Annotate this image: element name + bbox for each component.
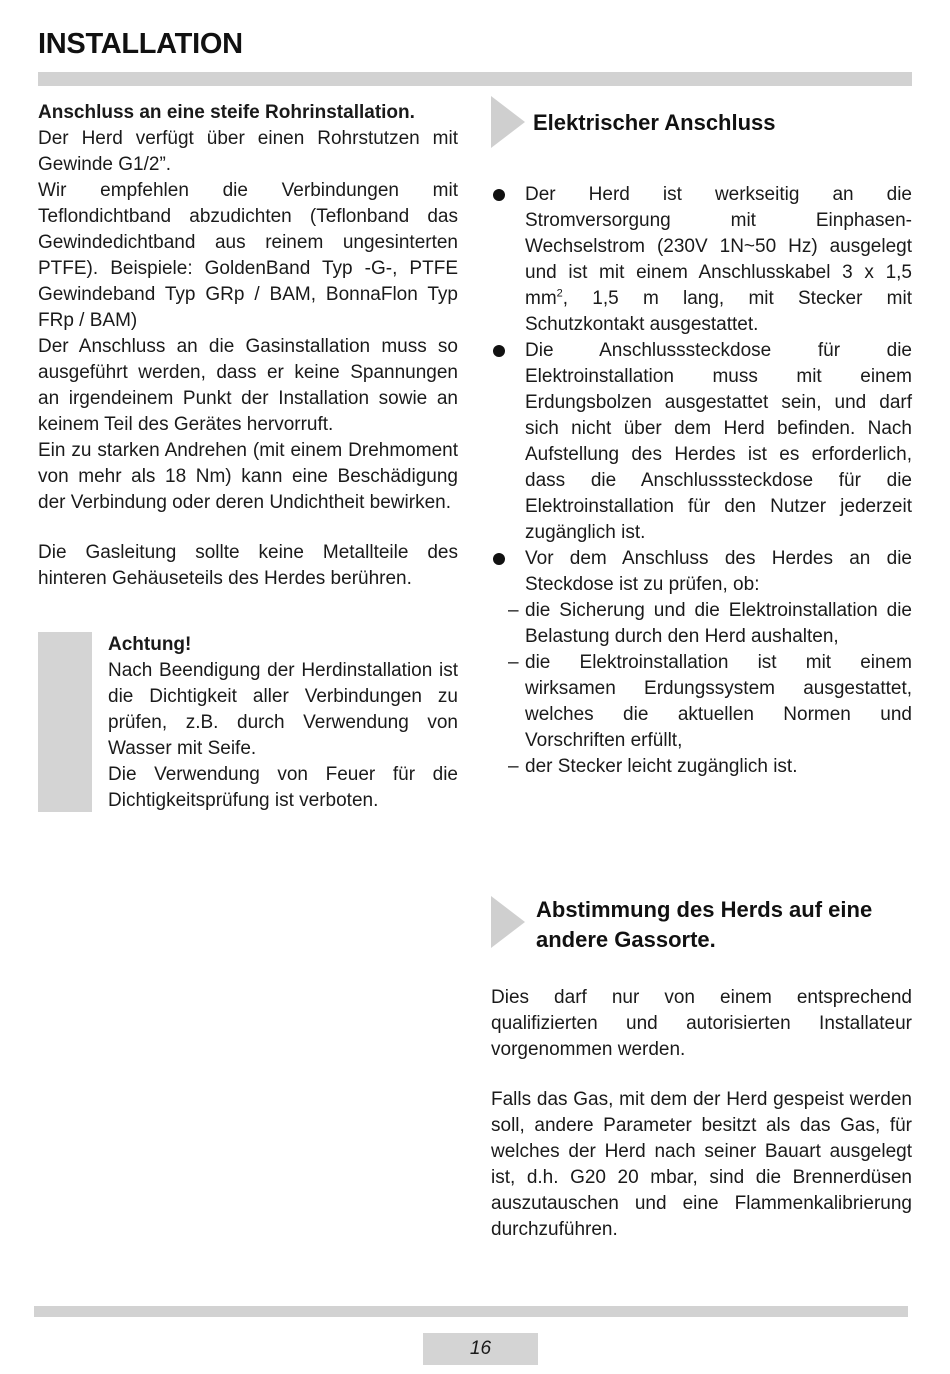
electric-list: [491, 182, 912, 780]
bullet-text: Der Herd ist werkseitig an die Stromversorgung mit Einphasen-Wechselstrom (230V 1N~50 Hz) ausgelegt und ist mit einem Anschlusskabel 3 x 1,5 $mm^2$, 1,5 m lang, mit Stecker mit Schutzkontakt ausgestattet.: [525, 184, 912, 335]
header-rule: [38, 72, 912, 86]
dash-text: der Stecker leicht zugänglich ist.: [525, 756, 798, 777]
page-number-box: [423, 1333, 538, 1365]
torque-paragraph: Ein zu starken Andrehen (mit einem Drehmoment von mehr als 18 Nm) kann eine Beschädigung der Verbindung oder deren Undichtheit bewirken.: [38, 440, 458, 513]
bullet-text: Vor dem Anschluss des Herdes an die Steckdose ist zu prüfen, ob:: [525, 548, 912, 595]
thread-paragraph: Der Herd verfügt über einen Rohrstutzen mit Gewinde G1/2”.: [38, 128, 458, 175]
warning-box: [38, 632, 458, 814]
warning-title: Achtung!: [108, 634, 192, 655]
dash-text: die Sicherung und die Elektroinstallation die Belastung durch den Herd aushalten,: [525, 600, 912, 647]
dash-icon: –: [508, 652, 519, 673]
electric-title: Elektrischer Anschluss: [533, 110, 776, 135]
footer-rule: [34, 1306, 908, 1317]
left-column: [38, 100, 458, 814]
electric-heading: [491, 96, 912, 148]
gas-title: Abstimmung des Herds auf eine andere Gassorte.: [536, 897, 873, 952]
nozzle-paragraph: Falls das Gas, mit dem der Herd gespeist werden soll, andere Parameter besitzt als das Gas, für welches der Herd nach seiner Bauart ausgelegt ist, d.h. G20 20 mbar, sind die Brennerdüsen auszutauschen und eine Flammenkalibrierung durchzuführen.: [491, 1089, 912, 1240]
triangle-marker-icon: [491, 96, 525, 148]
stress-paragraph: Der Anschluss an die Gasinstallation muss so ausgeführt werden, dass er keine Spannungen an irgendeinem Punkt der Installation sowie an keinem Teil des Gerätes hervorruft.: [38, 336, 458, 435]
dash-icon: –: [508, 600, 519, 621]
bullet-icon: [493, 189, 505, 201]
installer-paragraph: Dies darf nur von einem entsprechend qualifizierten und autorisierten Installateur vorgenommen werden.: [491, 987, 912, 1060]
page-number: 16: [469, 1338, 492, 1359]
list-item: [491, 182, 912, 338]
electric-section: [491, 96, 912, 780]
warning-bar: [38, 632, 92, 812]
gas-pipe-paragraph: Die Gasleitung sollte keine Metallteile des hinteren Gehäuseteils des Herdes berühren.: [38, 542, 458, 589]
list-item: [491, 338, 912, 546]
triangle-marker-icon: [491, 896, 525, 948]
dash-item: [491, 754, 912, 780]
warning-text: Nach Beendigung der Herdinstallation ist die Dichtigkeit aller Verbindungen zu prüfen, z.B. durch Verwendung von Wasser mit Seife.: [108, 660, 458, 759]
bullet-icon: [493, 345, 505, 357]
dash-item: [491, 598, 912, 650]
page-title: INSTALLATION: [38, 28, 243, 60]
dash-icon: –: [508, 756, 519, 777]
dash-text: die Elektroinstallation ist mit einem wirksamen Erdungssystem ausgestattet, welches die aktuellen Normen und Vorschriften erfüllt,: [525, 652, 912, 751]
gas-conversion-section: [491, 894, 912, 1243]
bullet-text: Die Anschlusssteckdose für die Elektroinstallation muss mit einem Erdungsbolzen ausgestattet sein, und darf sich nicht über dem Herd befinden. Nach Aufstellung des Herdes ist es erforderlich, dass die Anschlusssteckdose für die Elektroinstallation für den Nutzer jederzeit zugänglich ist.: [525, 340, 912, 543]
gas-heading: [491, 894, 912, 955]
dash-item: [491, 650, 912, 754]
rigid-pipe-subheading: Anschluss an eine steife Rohrinstallation.: [38, 102, 415, 123]
warning-fire-text: Die Verwendung von Feuer für die Dichtigkeitsprüfung ist verboten.: [108, 764, 458, 811]
teflon-paragraph: Wir empfehlen die Verbindungen mit Teflondichtband abzudichten (Teflonband das Gewindedichtband aus reinem ungesinterten PTFE). Beispiele: GoldenBand Typ -G-, PTFE Gewindeband Typ GRp / BAM, BonnaFlon Typ FRp / BAM): [38, 180, 458, 331]
list-item: [491, 546, 912, 598]
bullet-icon: [493, 553, 505, 565]
